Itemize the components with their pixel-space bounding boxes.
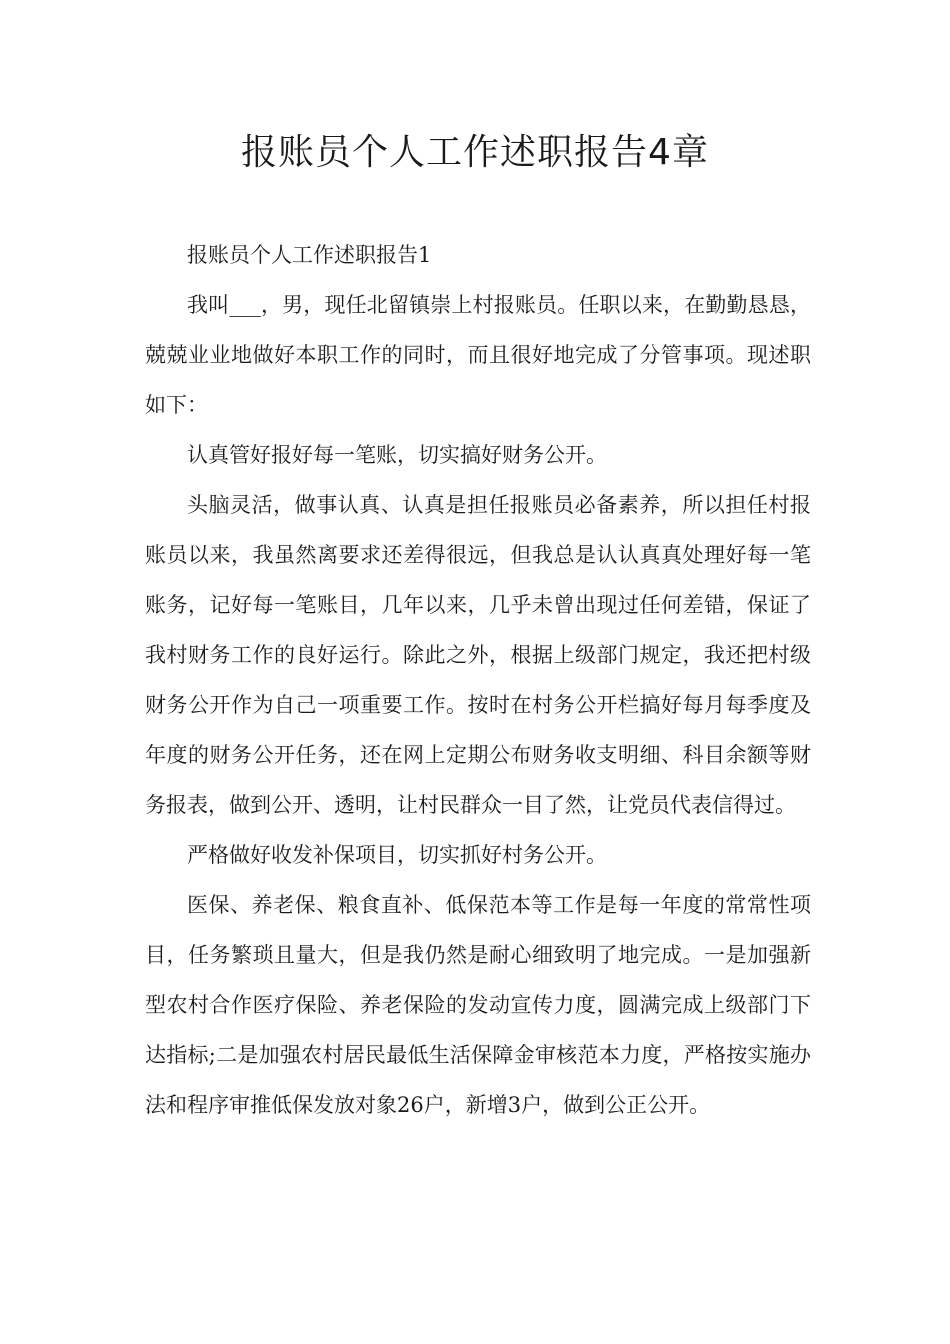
paragraph-section-1-heading: 认真管好报好每一笔账，切实搞好财务公开。 <box>187 443 607 467</box>
paragraph-section-2-body: 医保、养老保、粮食直补、低保范本等工作是每一年度的常常性项目，任务繁琐且量大，但是我仍然是耐心细致明了地完成。一是加强新型农村合作医疗保险、养老保险的发动宣传力度，圆满完成上级部门下达指标;二是加强农村居民最低生活保障金审核范本力度，严格按实施办法和程序审推低保发放对象26户，新增3户，做到公正公开。 <box>145 893 811 1117</box>
paragraph-section-2-heading: 严格做好收发补保项目，切实抓好村务公开。 <box>187 843 607 867</box>
paragraph-intro: 我叫___，男，现任北留镇崇上村报账员。任职以来，在勤勤恳恳，兢兢业业地做好本职工作的同时，而且很好地完成了分管事项。现述职如下： <box>145 293 811 417</box>
document-title: 报账员个人工作述职报告4章 <box>241 132 709 173</box>
document-body <box>145 230 811 1130</box>
paragraph-heading-1: 报账员个人工作述职报告1 <box>187 243 432 267</box>
paragraph-section-1-body: 头脑灵活，做事认真、认真是担任报账员必备素养，所以担任村报账员以来，我虽然离要求还差得很远，但我总是认认真真处理好每一笔账务，记好每一笔账目，几年以来，几乎未曾出现过任何差错，保证了我村财务工作的良好运行。除此之外，根据上级部门规定，我还把村级财务公开作为自己一项重要工作。按时在村务公开栏搞好每月每季度及年度的财务公开任务，还在网上定期公布财务收支明细、科目余额等财务报表，做到公开、透明，让村民群众一目了然，让党员代表信得过。 <box>145 493 811 817</box>
